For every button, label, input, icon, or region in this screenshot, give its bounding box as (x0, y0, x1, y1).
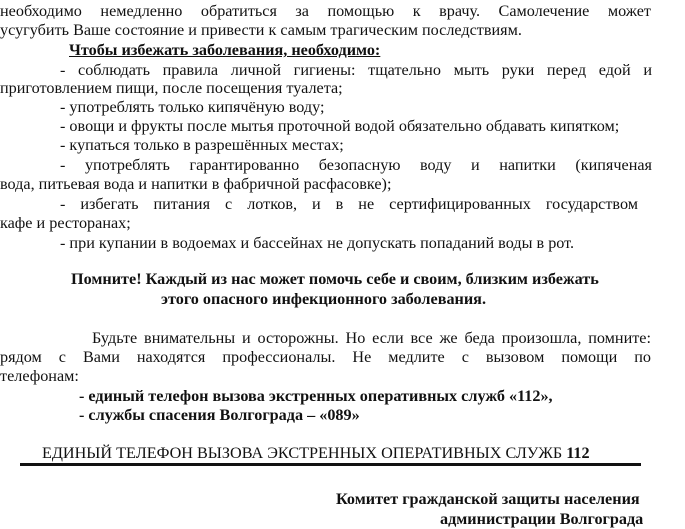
list-item-continuation: кафе и ресторанах; (0, 214, 131, 232)
list-item: - употреблять только кипячёную воду; (60, 98, 325, 116)
phone-112: - единый телефон вызова экстренных оперативных служб «112», (79, 387, 553, 405)
list-item: - купаться только в разрешённых местах; (60, 136, 344, 154)
careful-line-1: Будьте внимательны и осторожны. Но если все же беда произошла, помните: (92, 329, 651, 347)
list-item: - овощи и фрукты после мытья проточной водой обязательно обдавать кипятком; (60, 117, 620, 135)
signature-line-2: администрации Волгограда (440, 510, 644, 528)
reminder-line-2: этого опасного инфекционного заболевания. (161, 290, 486, 308)
careful-line-3: телефонам: (0, 367, 79, 385)
prevention-heading: Чтобы избежать заболевания, необходимо: (69, 41, 381, 59)
list-item-continuation: вода, питьевая вода и напитки в фабричной расфасовке); (0, 175, 392, 193)
list-item: - употреблять гарантированно безопасную воду и напитки (кипяченая (60, 156, 652, 174)
phone-089: - службы спасения Волгограда – «089» (79, 406, 360, 424)
intro-line-2: усугубить Ваше состояние и привести к самым трагическим последствиям. (0, 21, 522, 39)
signature-line-1: Комитет гражданской защиты населения (336, 490, 640, 508)
list-item: - соблюдать правила личной гигиены: тщательно мыть руки перед едой и (60, 61, 652, 79)
emergency-banner-text: ЕДИНЫЙ ТЕЛЕФОН ВЫЗОВА ЭКСТРЕННЫХ ОПЕРАТИВНЫХ СЛУЖБ 112 (42, 444, 590, 462)
list-item: - избегать питания с лотков, и в не сертифицированных государством (60, 195, 638, 213)
list-item-continuation: приготовлением пищи, после посещения туалета; (0, 79, 343, 97)
list-item: - при купании в водоемах и бассейнах не допускать попаданий воды в рот. (60, 234, 575, 252)
emergency-banner (42, 444, 590, 462)
reminder-line-1: Помните! Каждый из нас может помочь себе и своим, близким избежать (71, 270, 599, 288)
careful-line-2: рядом с Вами находятся профессионалы. Не медлите с вызовом помощи по (0, 348, 651, 366)
divider-line (20, 463, 641, 466)
emergency-number: 112 (566, 444, 590, 462)
intro-line-1: необходимо немедленно обратиться за помощью к врачу. Самолечение может (0, 2, 651, 20)
